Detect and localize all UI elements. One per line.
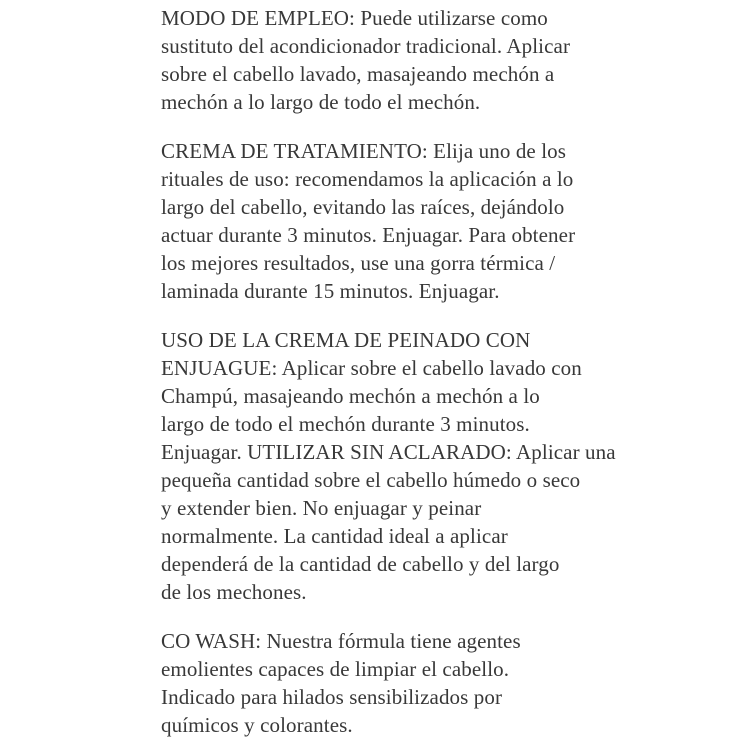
text-line: USO DE LA CREMA DE PEINADO CON — [161, 328, 531, 352]
text-line: Enjuagar. UTILIZAR SIN ACLARADO: Aplicar una — [161, 440, 616, 464]
paragraph-crema-de-tratamiento — [161, 137, 695, 305]
text-line: y extender bien. No enjuagar y peinar — [161, 496, 482, 520]
text-line: emolientes capaces de limpiar el cabello. — [161, 657, 510, 681]
text-line: pequeña cantidad sobre el cabello húmedo o seco — [161, 468, 581, 492]
text-line: sobre el cabello lavado, masajeando mechón a — [161, 62, 555, 86]
text-line: dependerá de la cantidad de cabello y del largo — [161, 552, 560, 576]
text-line: los mejores resultados, use una gorra térmica / — [161, 251, 556, 275]
text-line: mechón a lo largo de todo el mechón. — [161, 90, 481, 114]
text-line: Indicado para hilados sensibilizados por — [161, 685, 503, 709]
paragraph-uso-crema-de-peinado — [161, 326, 695, 606]
text-line: MODO DE EMPLEO: Puede utilizarse como — [161, 6, 548, 30]
text-line: largo del cabello, evitando las raíces, dejándolo — [161, 195, 565, 219]
text-line: ENJUAGUE: Aplicar sobre el cabello lavado con — [161, 356, 582, 380]
text-line: CREMA DE TRATAMIENTO: Elija uno de los — [161, 139, 567, 163]
text-line: normalmente. La cantidad ideal a aplicar — [161, 524, 508, 548]
text-line: actuar durante 3 minutos. Enjuagar. Para obtener — [161, 223, 576, 247]
text-line: de los mechones. — [161, 580, 307, 604]
text-line: laminada durante 15 minutos. Enjuagar. — [161, 279, 500, 303]
text-line: rituales de uso: recomendamos la aplicación a lo — [161, 167, 574, 191]
text-line: Champú, masajeando mechón a mechón a lo — [161, 384, 540, 408]
text-line: químicos y colorantes. — [161, 713, 353, 737]
text-line: largo de todo el mechón durante 3 minutos. — [161, 412, 530, 436]
text-line: CO WASH: Nuestra fórmula tiene agentes — [161, 629, 521, 653]
paragraph-modo-de-empleo — [161, 4, 695, 116]
text-line: sustituto del acondicionador tradicional. Aplicar — [161, 34, 571, 58]
paragraph-co-wash — [161, 627, 695, 739]
